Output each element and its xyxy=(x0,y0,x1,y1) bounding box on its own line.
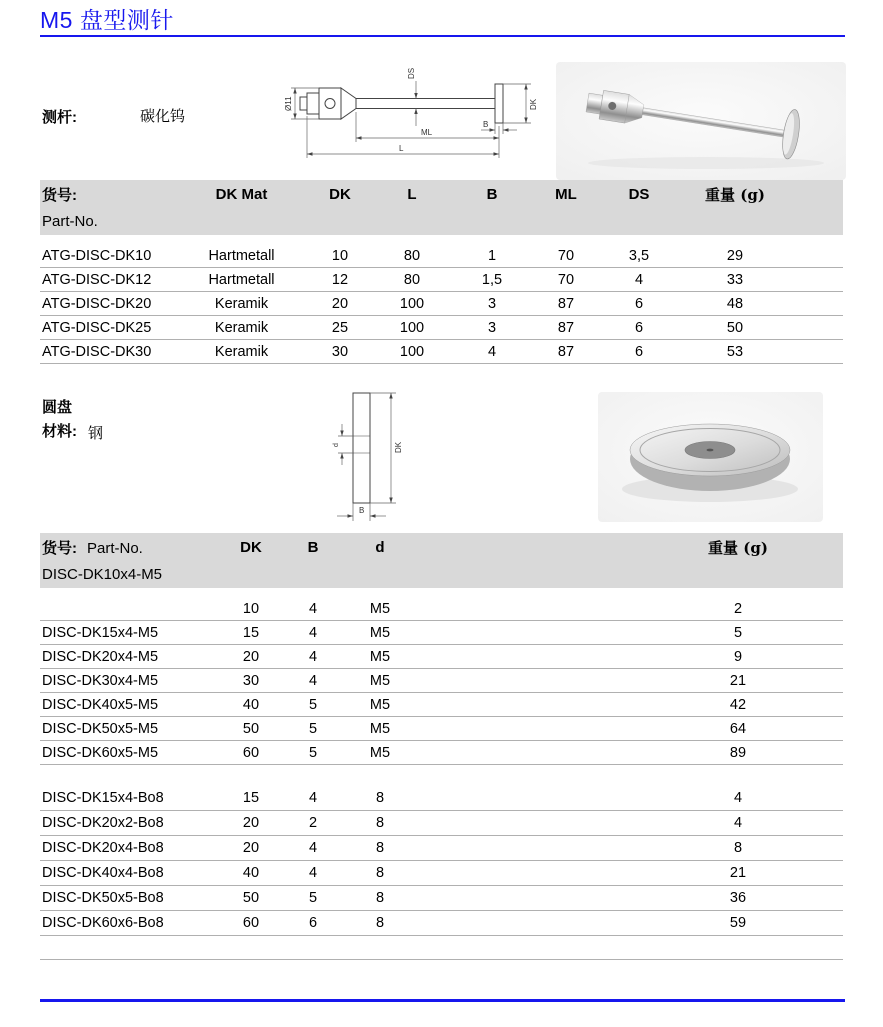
shaft-material-value: 碳化钨 xyxy=(140,107,186,125)
table-cell-empty xyxy=(826,861,843,886)
table-cell: 6 xyxy=(292,911,334,936)
table-cell: 6 xyxy=(590,316,688,340)
disc-render xyxy=(630,424,790,491)
table-cell: DISC-DK20x2-Bo8 xyxy=(40,811,210,836)
table-cell-empty xyxy=(782,235,843,268)
table-cell-empty xyxy=(826,886,843,911)
header2-d: d xyxy=(375,538,385,556)
dim-label-disc-b: B xyxy=(359,506,365,515)
table-cell-empty xyxy=(782,268,843,292)
table-cell: 8 xyxy=(334,811,426,836)
table-cell: 8 xyxy=(650,836,826,861)
dim-label-dk: DK xyxy=(529,98,538,110)
table-cell: 80 xyxy=(382,268,442,292)
table-cell: Keramik xyxy=(185,340,298,364)
table-cell: 4 xyxy=(292,836,334,861)
table-spacer-row xyxy=(40,765,843,787)
table-row xyxy=(40,268,843,292)
table-cell: 59 xyxy=(650,911,826,936)
table-cell: ATG-DISC-DK12 xyxy=(40,268,185,292)
table-cell: 2 xyxy=(292,811,334,836)
table-row xyxy=(40,292,843,316)
table-cell: 40 xyxy=(210,861,292,886)
table-row xyxy=(40,235,843,268)
table-cell: DISC-DK40x4-Bo8 xyxy=(40,861,210,886)
table-cell-empty xyxy=(782,316,843,340)
header2-first-part-no: DISC-DK10x4-M5 xyxy=(42,566,163,583)
table-cell: 10 xyxy=(298,235,382,268)
table-cell: 5 xyxy=(292,693,334,717)
title-divider xyxy=(40,35,845,37)
table-cell-empty xyxy=(826,811,843,836)
disc-table-body-m5 xyxy=(40,588,843,765)
table-cell: 5 xyxy=(292,741,334,765)
table-cell-empty xyxy=(426,861,650,886)
table-cell-empty xyxy=(426,645,650,669)
table-cell: 4 xyxy=(590,268,688,292)
table-trailing-empty-row xyxy=(40,936,843,960)
table-cell-empty xyxy=(426,886,650,911)
table-cell: 30 xyxy=(210,669,292,693)
table-cell: M5 xyxy=(334,645,426,669)
table-cell: 42 xyxy=(650,693,826,717)
table-cell-empty xyxy=(826,836,843,861)
header-filler xyxy=(782,180,843,208)
table-cell: 89 xyxy=(650,741,826,765)
stylus-photo xyxy=(556,62,846,180)
table-cell: 10 xyxy=(210,588,292,621)
disc-section-title: 圆盘 xyxy=(42,399,73,416)
table-cell: 4 xyxy=(650,786,826,811)
dim-label-b: B xyxy=(483,120,489,129)
table-cell: 20 xyxy=(210,836,292,861)
dim-label-d: d xyxy=(333,443,340,447)
table-cell: 4 xyxy=(650,811,826,836)
table-row xyxy=(40,645,843,669)
table-cell: 100 xyxy=(382,316,442,340)
table-cell: 64 xyxy=(650,717,826,741)
table-cell-empty xyxy=(426,811,650,836)
table-cell: 21 xyxy=(650,669,826,693)
table-cell: 87 xyxy=(542,316,590,340)
table-cell: M5 xyxy=(334,621,426,645)
table-cell: Hartmetall xyxy=(185,268,298,292)
table-cell: 40 xyxy=(210,693,292,717)
table-row xyxy=(40,811,843,836)
table-cell xyxy=(40,588,210,621)
table-cell: 9 xyxy=(650,645,826,669)
table-cell-empty xyxy=(826,645,843,669)
table-cell-empty xyxy=(426,741,650,765)
table-cell: 29 xyxy=(688,235,782,268)
table-cell: ATG-DISC-DK25 xyxy=(40,316,185,340)
table-row xyxy=(40,786,843,811)
header-ds: DS xyxy=(628,185,650,203)
table-cell: DISC-DK50x5-M5 xyxy=(40,717,210,741)
table-row xyxy=(40,316,843,340)
disc-dimension-lines xyxy=(337,393,396,521)
table-cell-empty xyxy=(426,786,650,811)
table-cell-empty xyxy=(426,836,650,861)
table-row xyxy=(40,861,843,886)
table-row xyxy=(40,911,843,936)
header2-part-no-en: Part-No. xyxy=(87,539,143,557)
table-row xyxy=(40,621,843,645)
table-cell: 50 xyxy=(210,886,292,911)
header-dk: DK xyxy=(329,185,351,203)
stylus-technical-drawing xyxy=(283,64,548,176)
table-cell: 60 xyxy=(210,911,292,936)
table-cell: DISC-DK20x4-Bo8 xyxy=(40,836,210,861)
header-part-no-en: Part-No. xyxy=(42,213,98,230)
table-cell-empty xyxy=(426,669,650,693)
table-cell: 50 xyxy=(210,717,292,741)
table-cell: 20 xyxy=(210,645,292,669)
table-cell: 36 xyxy=(650,886,826,911)
dim-label-disc-dk: DK xyxy=(394,441,403,453)
header-ml: ML xyxy=(555,185,577,203)
table-cell: 5 xyxy=(292,717,334,741)
header-weight: 重量 (g) xyxy=(705,185,765,204)
table-cell-empty xyxy=(426,588,650,621)
table-cell: 60 xyxy=(210,741,292,765)
shaft-label: 测杆: xyxy=(42,109,77,126)
table-cell-empty xyxy=(826,588,843,621)
disc-technical-drawing xyxy=(328,386,438,528)
table-row xyxy=(40,741,843,765)
table-cell: 70 xyxy=(542,235,590,268)
stylus-outline xyxy=(300,84,503,123)
table-cell: 3 xyxy=(442,292,542,316)
table-cell-empty xyxy=(782,292,843,316)
table-cell: M5 xyxy=(334,669,426,693)
table-cell: Keramik xyxy=(185,316,298,340)
table-cell: 6 xyxy=(590,292,688,316)
table-cell: ATG-DISC-DK10 xyxy=(40,235,185,268)
table-cell: 4 xyxy=(292,861,334,886)
table-cell: 3 xyxy=(442,316,542,340)
table-cell: 4 xyxy=(292,786,334,811)
table-cell: Hartmetall xyxy=(185,235,298,268)
table-cell: 3,5 xyxy=(590,235,688,268)
table-row xyxy=(40,588,843,621)
table-cell: 21 xyxy=(650,861,826,886)
table-cell: DISC-DK15x4-Bo8 xyxy=(40,786,210,811)
table-cell: 30 xyxy=(298,340,382,364)
table-cell: 20 xyxy=(298,292,382,316)
header2-dk: DK xyxy=(240,538,262,556)
table-cell: Keramik xyxy=(185,292,298,316)
stylus-table xyxy=(40,180,843,364)
table-cell-empty xyxy=(782,340,843,364)
table-cell: ATG-DISC-DK20 xyxy=(40,292,185,316)
table-cell: DISC-DK40x5-M5 xyxy=(40,693,210,717)
disc-table xyxy=(40,533,843,960)
bottom-divider xyxy=(40,999,845,1002)
table-cell-empty xyxy=(826,911,843,936)
dim-label-l: L xyxy=(399,144,404,153)
table-cell-empty xyxy=(426,621,650,645)
table-cell: M5 xyxy=(334,717,426,741)
table-cell: 1 xyxy=(442,235,542,268)
dim-label-ds: DS xyxy=(407,67,416,79)
header-l: L xyxy=(407,185,417,203)
disc-material-value: 钢 xyxy=(88,424,104,442)
table-cell: 25 xyxy=(298,316,382,340)
table-cell: 15 xyxy=(210,786,292,811)
table-cell: 100 xyxy=(382,292,442,316)
table-cell: 87 xyxy=(542,340,590,364)
header-dk-mat: DK Mat xyxy=(215,185,268,203)
table-cell-empty xyxy=(826,621,843,645)
table-cell: 2 xyxy=(650,588,826,621)
table-cell: DISC-DK60x6-Bo8 xyxy=(40,911,210,936)
table-cell: 5 xyxy=(292,886,334,911)
table-cell: DISC-DK50x5-Bo8 xyxy=(40,886,210,911)
table-cell: 4 xyxy=(292,669,334,693)
table-cell: DISC-DK60x5-M5 xyxy=(40,741,210,765)
table-cell: 53 xyxy=(688,340,782,364)
table-cell: 4 xyxy=(292,621,334,645)
disc-material-label: 材料: xyxy=(42,423,77,440)
header2-b: B xyxy=(307,538,319,556)
table-cell-empty xyxy=(826,717,843,741)
table-cell: ATG-DISC-DK30 xyxy=(40,340,185,364)
table-cell-empty xyxy=(826,741,843,765)
header-b: B xyxy=(486,185,498,203)
dim-label-dia: Ø11 xyxy=(284,96,293,111)
table-cell: 50 xyxy=(688,316,782,340)
table-cell: DISC-DK15x4-M5 xyxy=(40,621,210,645)
table-cell: 8 xyxy=(334,911,426,936)
disc-table-body-bo8 xyxy=(40,786,843,936)
table-cell: 15 xyxy=(210,621,292,645)
disc-outline xyxy=(353,393,370,503)
table-row xyxy=(40,717,843,741)
table-cell: 8 xyxy=(334,861,426,886)
header-part-no-cn: 货号: xyxy=(42,186,77,204)
table-cell: 4 xyxy=(442,340,542,364)
table-row xyxy=(40,836,843,861)
stylus-table-header xyxy=(40,180,843,235)
table-cell: 8 xyxy=(334,886,426,911)
table-cell: 33 xyxy=(688,268,782,292)
table-row xyxy=(40,669,843,693)
table-cell: 6 xyxy=(590,340,688,364)
table-cell-empty xyxy=(426,911,650,936)
table-cell: 4 xyxy=(292,645,334,669)
table-cell: 4 xyxy=(292,588,334,621)
table-cell: 20 xyxy=(210,811,292,836)
disc-table-header xyxy=(40,533,843,588)
table-cell-empty xyxy=(426,693,650,717)
table-cell: M5 xyxy=(334,588,426,621)
table-cell: M5 xyxy=(334,741,426,765)
table-cell-empty xyxy=(826,669,843,693)
table-cell: 48 xyxy=(688,292,782,316)
table-cell: 70 xyxy=(542,268,590,292)
table-cell: 8 xyxy=(334,836,426,861)
table-cell: M5 xyxy=(334,693,426,717)
table-cell-empty xyxy=(426,717,650,741)
table-cell: 5 xyxy=(650,621,826,645)
table-row xyxy=(40,693,843,717)
table-cell-empty xyxy=(826,693,843,717)
stylus-table-body xyxy=(40,235,843,364)
table-cell: 1,5 xyxy=(442,268,542,292)
disc-photo xyxy=(598,392,823,522)
header2-part-no-cn: 货号: xyxy=(42,539,77,557)
table-cell: 8 xyxy=(334,786,426,811)
table-row xyxy=(40,886,843,911)
header2-weight: 重量 (g) xyxy=(708,538,768,557)
table-cell-empty xyxy=(826,786,843,811)
table-cell: DISC-DK30x4-M5 xyxy=(40,669,210,693)
table-cell: DISC-DK20x4-M5 xyxy=(40,645,210,669)
page-title: M5 盘型测针 xyxy=(40,7,174,33)
dim-label-ml: ML xyxy=(421,128,433,137)
table-cell: 100 xyxy=(382,340,442,364)
table-cell: 80 xyxy=(382,235,442,268)
table-cell: 87 xyxy=(542,292,590,316)
table-cell: 12 xyxy=(298,268,382,292)
table-row xyxy=(40,340,843,364)
